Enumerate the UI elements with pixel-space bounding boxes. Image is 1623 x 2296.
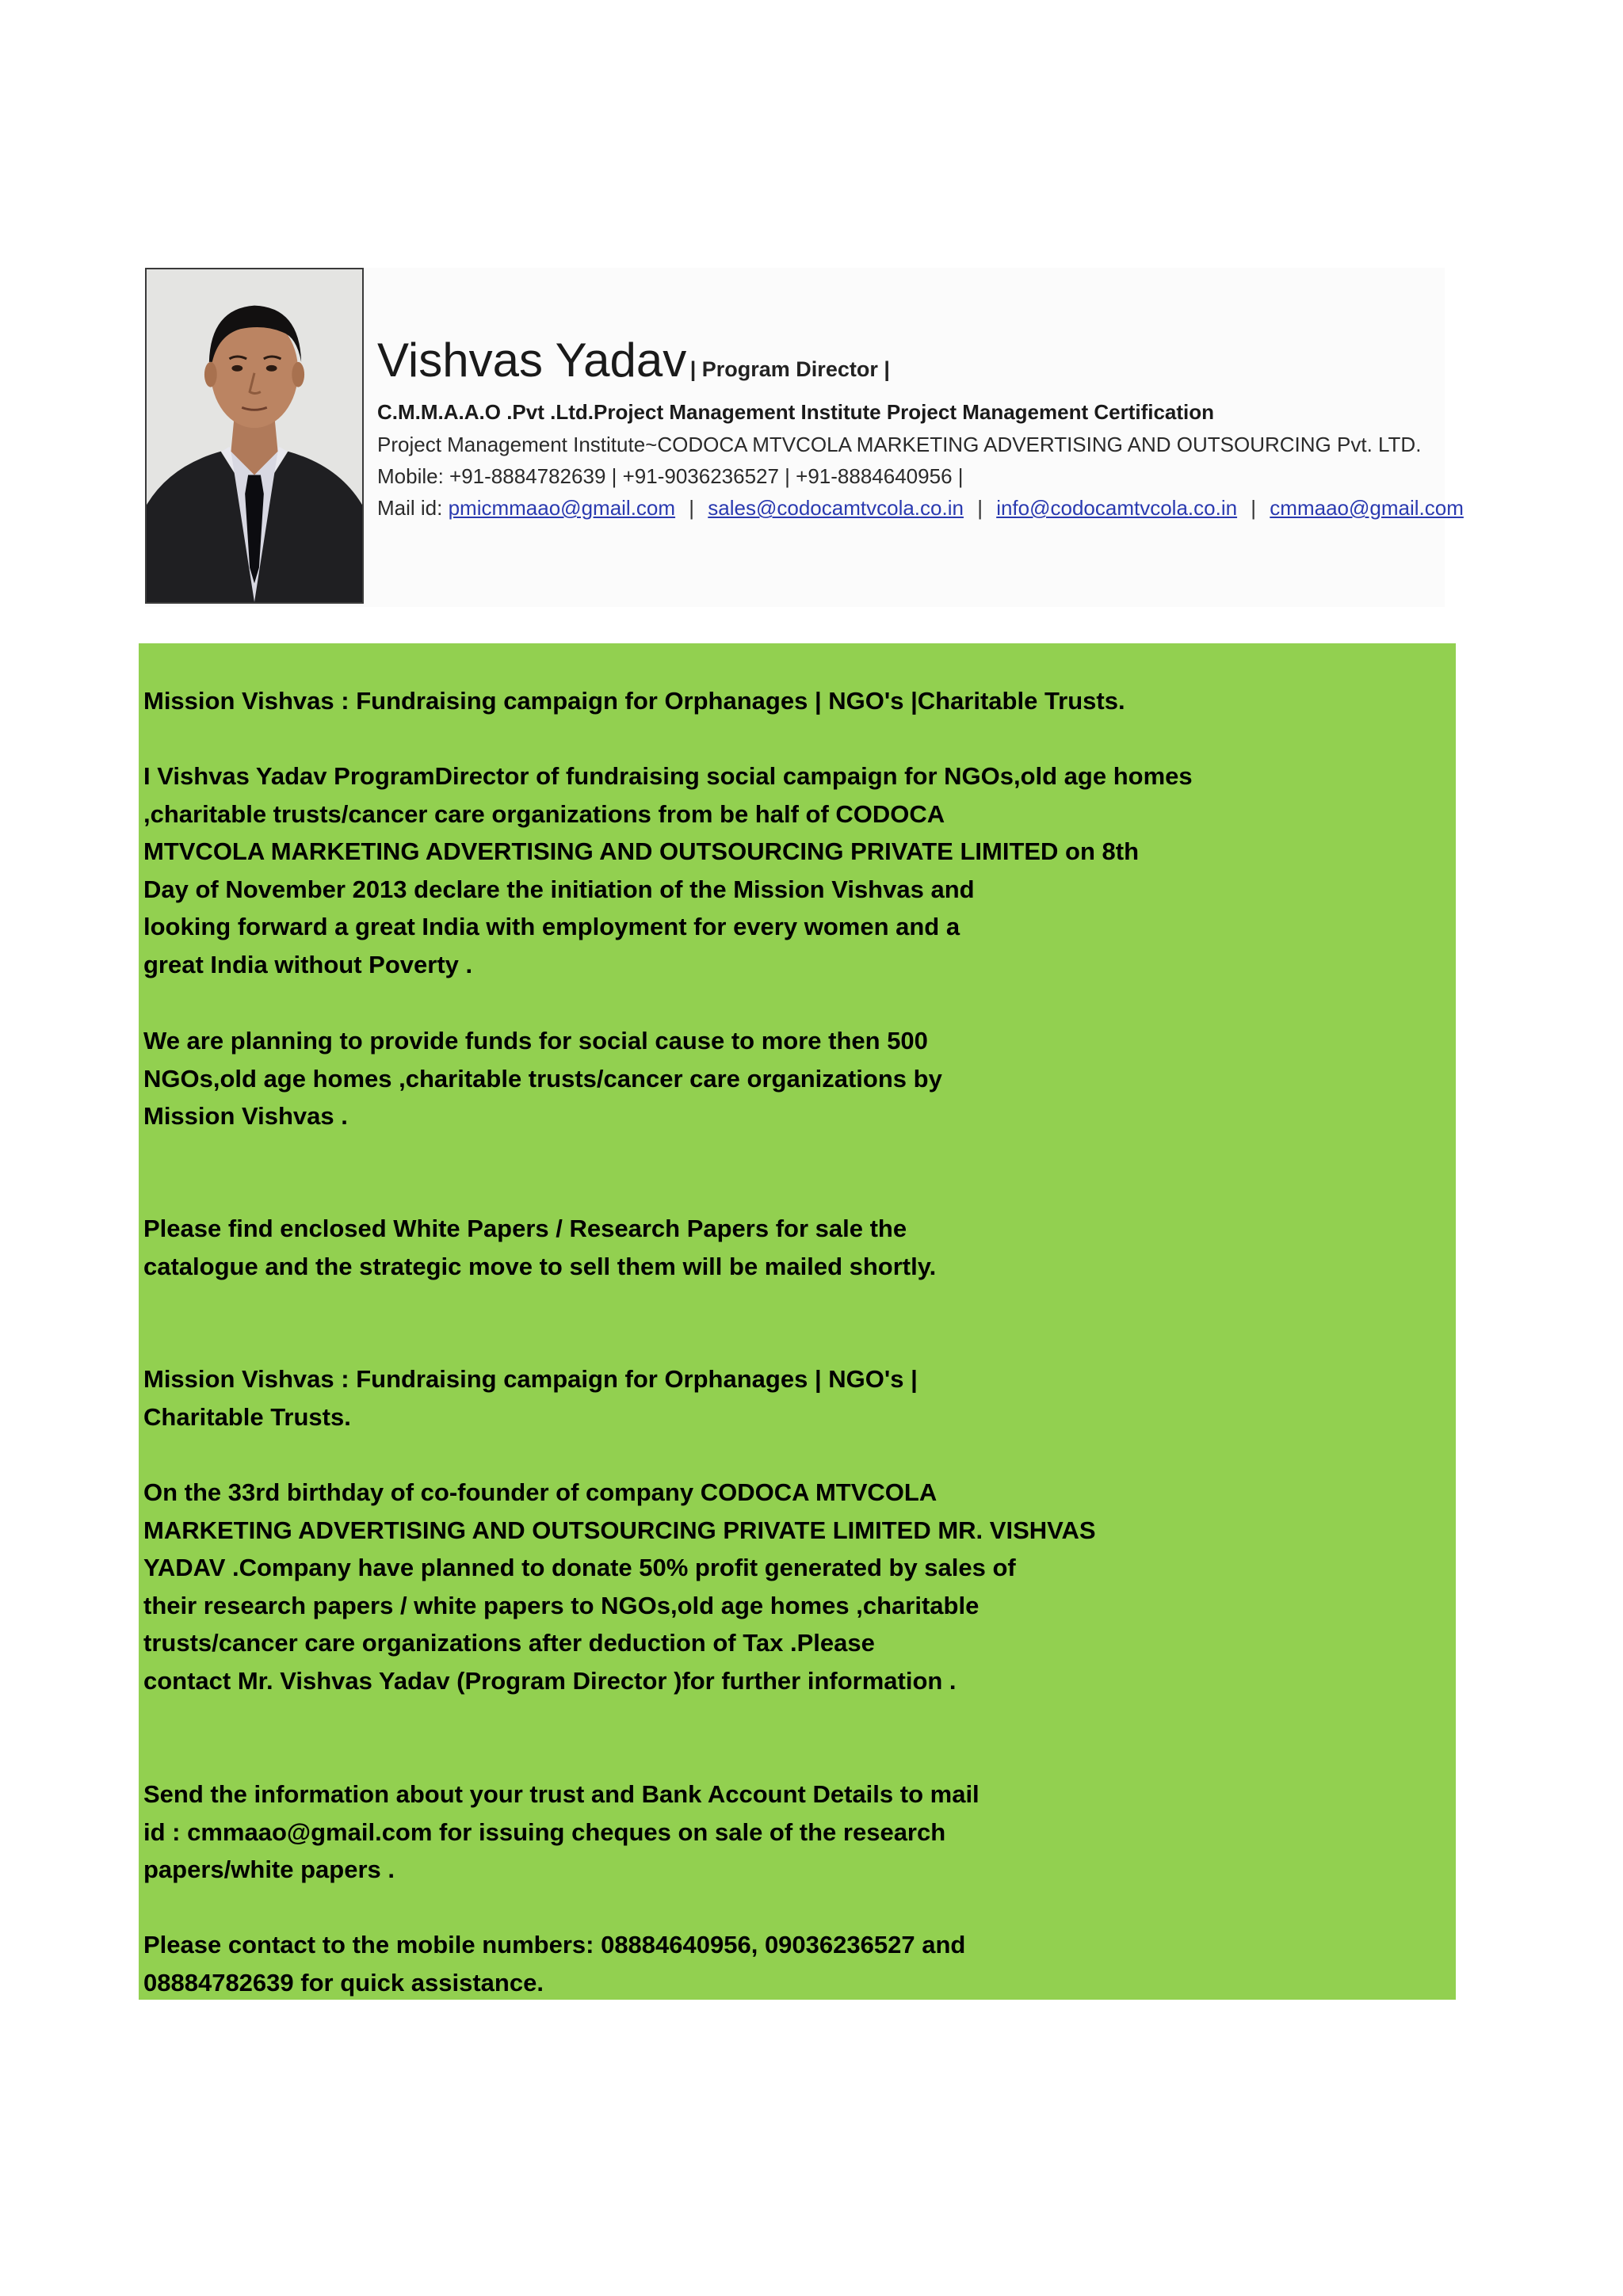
profile-photo <box>145 268 364 604</box>
person-role: | Program Director | <box>689 357 890 381</box>
separator: | <box>689 496 695 520</box>
funding-plan-paragraph: We are planning to provide funds for social cause to more then 500 NGOs,old age homes ,charitable trusts/cancer care organizations by Mission Vishvas . <box>143 1027 942 1131</box>
bank-details-paragraph: Send the information about your trust and Bank Account Details to mail id : cmmaao@gmail.com for issuing cheques on sale of the research papers/white papers . <box>143 1780 980 1884</box>
separator: | <box>977 496 983 520</box>
mail-label: Mail id: <box>377 496 443 520</box>
contact-numbers-paragraph: Please contact to the mobile numbers: 08884640956, 09036236527 and 08884782639 for quick assistance. <box>143 1931 966 1997</box>
email-link-sales[interactable]: sales@codocamtvcola.co.in <box>708 496 964 520</box>
white-papers-paragraph: Please find enclosed White Papers / Research Papers for sale the catalogue and the strategic move to sell them will be mailed shortly. <box>143 1215 937 1280</box>
person-name: Vishvas Yadav <box>377 334 687 387</box>
email-link-pmicmmaao[interactable]: pmicmmaao@gmail.com <box>448 496 676 520</box>
email-link-cmmaao[interactable]: cmmaao@gmail.com <box>1270 496 1464 520</box>
header-name-line <box>377 333 890 387</box>
email-link-info[interactable]: info@codocamtvcola.co.in <box>996 496 1238 520</box>
birthday-donation-paragraph: On the 33rd birthday of co-founder of company CODOCA MTVCOLA MARKETING ADVERTISING AND OUTSOURCING PRIVATE LIMITED MR. VISHVAS YADAV .Company have planned to donate 50% profit generated by sales of their research papers / white papers to NGOs,old age homes ,charitable trusts/cancer care organizations after deduction of Tax .Please contact Mr. Vishvas Yadav (Program Director )for further information . <box>143 1478 1096 1695</box>
mobile-line: Mobile: +91-8884782639 | +91-9036236527 | +91-8884640956 | <box>377 464 964 488</box>
institute-line: Project Management Institute~CODOCA MTVCOLA MARKETING ADVERTISING AND OUTSOURCING Pvt. LTD. <box>377 433 1422 456</box>
declaration-paragraph: I Vishvas Yadav ProgramDirector of fundraising social campaign for NGOs,old age homes ,charitable trusts/cancer care organizations from be half of CODOCA MTVCOLA MARKETING ADVERTISING AND OUTSOURCING PRIVATE LIMITED on 8th Day of November 2013 declare the initiation of the Mission Vishvas and looking forward a great India with employment for every women and a great India without Poverty . <box>143 762 1193 978</box>
mail-line <box>377 496 1464 521</box>
separator: | <box>1251 496 1257 520</box>
mission-title-repeat: Mission Vishvas : Fundraising campaign for Orphanages | NGO's | Charitable Trusts. <box>143 1365 918 1431</box>
mission-title: Mission Vishvas : Fundraising campaign for Orphanages | NGO's |Charitable Trusts. <box>143 687 1125 715</box>
profile-photo-illustration <box>147 269 362 602</box>
company-line: C.M.M.A.A.O .Pvt .Ltd.Project Management Institute Project Management Certification <box>377 400 1215 424</box>
